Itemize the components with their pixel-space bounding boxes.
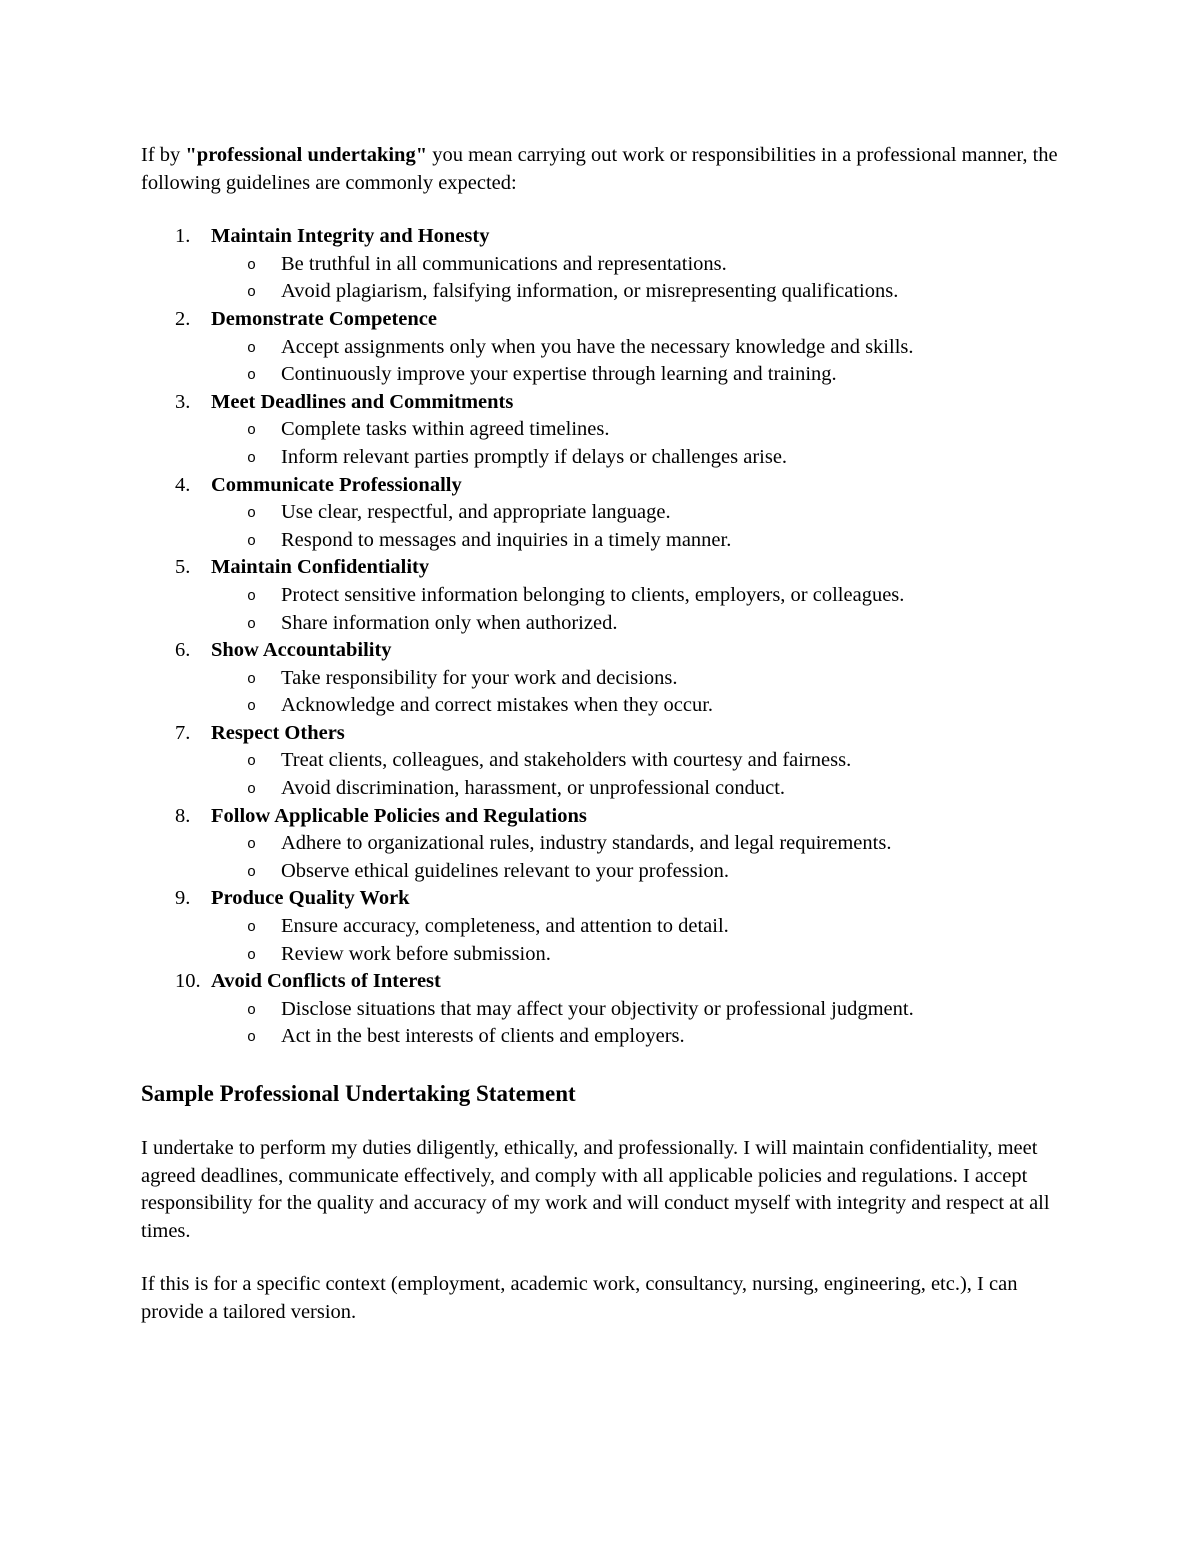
guideline-title: Avoid Conflicts of Interest <box>211 970 441 993</box>
guideline-title: Follow Applicable Policies and Regulations <box>211 804 587 827</box>
guideline-point <box>211 334 1061 362</box>
statement-heading: Sample Professional Undertaking Statement <box>141 1081 576 1106</box>
guideline-number: 2. <box>175 307 191 330</box>
guideline-points <box>211 830 1061 885</box>
guideline-point <box>211 858 1061 886</box>
guideline-title: Show Accountability <box>211 639 392 662</box>
guideline-item <box>141 389 1061 472</box>
bullet-icon: o <box>247 753 257 771</box>
guideline-point <box>211 830 1061 858</box>
guideline-point-text: Disclose situations that may affect your objectivity or professional judgment. <box>281 997 914 1020</box>
guideline-title: Maintain Confidentiality <box>211 556 430 579</box>
guideline-points <box>211 251 1061 306</box>
guideline-points <box>211 416 1061 471</box>
guideline-item <box>141 554 1061 637</box>
guideline-title: Meet Deadlines and Commitments <box>211 390 514 413</box>
guideline-point <box>211 251 1061 279</box>
bullet-icon: o <box>247 587 257 605</box>
guideline-point-text: Observe ethical guidelines relevant to your profession. <box>281 859 730 882</box>
intro-suffix: you mean carrying out work or responsibilities in a professional manner, the following guidelines are commonly expected: <box>141 144 1058 194</box>
guideline-point-text: Continuously improve your expertise through learning and training. <box>281 363 837 386</box>
guideline-item <box>141 472 1061 555</box>
guideline-number: 7. <box>175 721 191 744</box>
intro-prefix: If by <box>141 144 186 166</box>
guideline-points <box>211 996 1061 1051</box>
guideline-number: 1. <box>175 225 191 248</box>
guideline-number: 6. <box>175 639 191 662</box>
guideline-point-text: Avoid discrimination, harassment, or unprofessional conduct. <box>281 777 786 800</box>
guideline-title: Demonstrate Competence <box>211 307 437 330</box>
guideline-point <box>211 416 1061 444</box>
guideline-point-text: Ensure accuracy, completeness, and attention to detail. <box>281 915 729 938</box>
guideline-number: 9. <box>175 887 191 910</box>
guideline-item <box>141 968 1061 1051</box>
guideline-item <box>141 803 1061 886</box>
guideline-point <box>211 775 1061 803</box>
guideline-point <box>211 747 1061 775</box>
guideline-item <box>141 223 1061 306</box>
bullet-icon: o <box>247 781 257 799</box>
intro-term: "professional undertaking" <box>185 144 428 166</box>
guideline-number: 3. <box>175 390 191 413</box>
guideline-point <box>211 913 1061 941</box>
guideline-point <box>211 1023 1061 1051</box>
guideline-point <box>211 582 1061 610</box>
guideline-title: Communicate Professionally <box>211 473 462 496</box>
guideline-point-text: Review work before submission. <box>281 942 551 965</box>
guidelines-list <box>141 223 1061 1051</box>
guideline-points <box>211 665 1061 720</box>
guideline-point-text: Inform relevant parties promptly if delays or challenges arise. <box>281 445 788 468</box>
guideline-point <box>211 527 1061 555</box>
guideline-points <box>211 913 1061 968</box>
bullet-icon: o <box>247 256 257 274</box>
guideline-point <box>211 610 1061 638</box>
bullet-icon: o <box>247 670 257 688</box>
statement-body: I undertake to perform my duties diligently, ethically, and professionally. I will maintain confidentiality, meet agreed deadlines, communicate effectively, and comply with all applicable policies and regulations. I accept responsibility for the quality and accuracy of my work and will conduct myself with integrity and respect at all times. <box>141 1137 1050 1242</box>
guideline-item <box>141 720 1061 803</box>
bullet-icon: o <box>247 339 257 357</box>
guideline-number: 5. <box>175 556 191 579</box>
guideline-points <box>211 499 1061 554</box>
guideline-point-text: Treat clients, colleagues, and stakeholders with courtesy and fairness. <box>281 749 852 772</box>
guideline-point <box>211 665 1061 693</box>
guideline-number: 8. <box>175 804 191 827</box>
guideline-point <box>211 996 1061 1024</box>
guideline-point-text: Accept assignments only when you have the necessary knowledge and skills. <box>281 335 914 358</box>
bullet-icon: o <box>247 836 257 854</box>
guideline-title: Respect Others <box>211 721 345 744</box>
guideline-item <box>141 306 1061 389</box>
bullet-icon: o <box>247 946 257 964</box>
guideline-point-text: Be truthful in all communications and representations. <box>281 252 727 275</box>
bullet-icon: o <box>247 615 257 633</box>
guideline-point <box>211 692 1061 720</box>
bullet-icon: o <box>247 367 257 385</box>
bullet-icon: o <box>247 863 257 881</box>
guideline-points <box>211 334 1061 389</box>
bullet-icon: o <box>247 1001 257 1019</box>
closing-paragraph: If this is for a specific context (employment, academic work, consultancy, nursing, engineering, etc.), I can provide a tailored version. <box>141 1273 1018 1323</box>
bullet-icon: o <box>247 505 257 523</box>
guideline-point-text: Avoid plagiarism, falsifying information, or misrepresenting qualifications. <box>281 280 899 303</box>
bullet-icon: o <box>247 532 257 550</box>
bullet-icon: o <box>247 919 257 937</box>
intro-paragraph <box>141 142 1061 197</box>
guideline-point <box>211 499 1061 527</box>
guideline-item <box>141 885 1061 968</box>
guideline-point-text: Protect sensitive information belonging to clients, employers, or colleagues. <box>281 583 905 606</box>
bullet-icon: o <box>247 449 257 467</box>
bullet-icon: o <box>247 284 257 302</box>
guideline-number: 10. <box>175 970 201 993</box>
guideline-number: 4. <box>175 473 191 496</box>
guideline-item <box>141 637 1061 720</box>
guideline-point <box>211 444 1061 472</box>
bullet-icon: o <box>247 698 257 716</box>
guideline-point <box>211 941 1061 969</box>
guideline-point-text: Acknowledge and correct mistakes when they occur. <box>281 694 714 717</box>
guideline-points <box>211 747 1061 802</box>
guideline-title: Produce Quality Work <box>211 887 410 910</box>
bullet-icon: o <box>247 1029 257 1047</box>
document-content <box>141 142 1061 1327</box>
guideline-point-text: Take responsibility for your work and decisions. <box>281 666 678 689</box>
guideline-point-text: Adhere to organizational rules, industry standards, and legal requirements. <box>281 832 892 855</box>
bullet-icon: o <box>247 422 257 440</box>
guideline-points <box>211 582 1061 637</box>
guideline-point-text: Respond to messages and inquiries in a timely manner. <box>281 528 732 551</box>
guideline-point-text: Share information only when authorized. <box>281 611 618 634</box>
guideline-point-text: Use clear, respectful, and appropriate language. <box>281 501 671 524</box>
guideline-point <box>211 278 1061 306</box>
guideline-title: Maintain Integrity and Honesty <box>211 225 490 248</box>
guideline-point-text: Complete tasks within agreed timelines. <box>281 418 610 441</box>
guideline-point-text: Act in the best interests of clients and employers. <box>281 1025 685 1048</box>
guideline-point <box>211 361 1061 389</box>
